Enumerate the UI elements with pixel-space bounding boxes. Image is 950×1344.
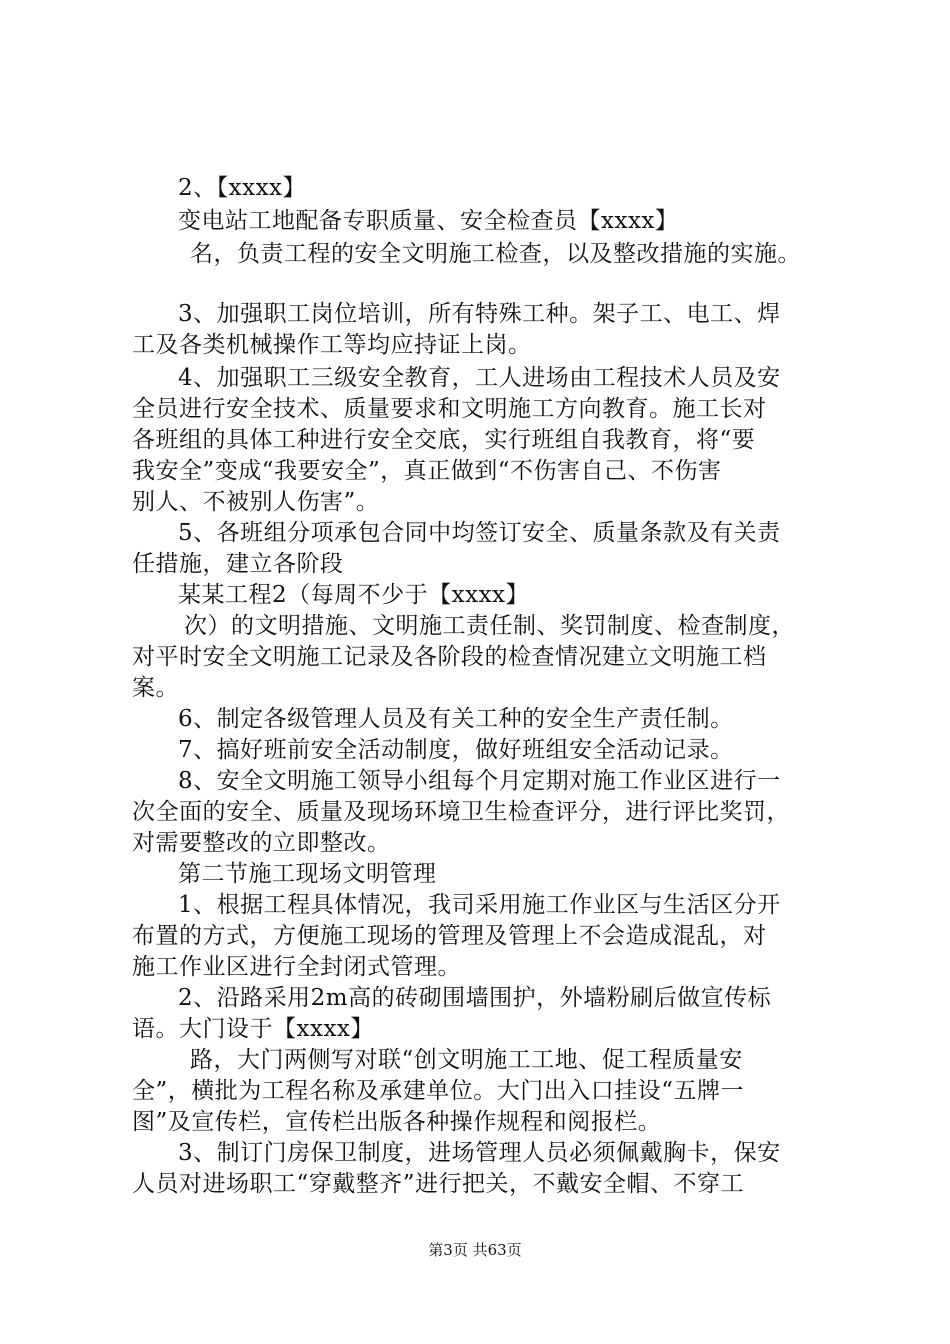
text-line: 次）的文明措施、文明施工责任制、奖罚制度、检查制度，: [184, 613, 795, 639]
text-line: 路，大门两侧写对联“创文明施工工地、促工程质量安: [190, 1047, 743, 1073]
text-line: 案。: [132, 675, 179, 701]
text-line: 2、沿路采用2m高的砖砌围墙围护，外墙粉刷后做宣传标: [178, 985, 772, 1011]
text-line: 全”，横批为工程名称及承建单位。大门出入口挂设“五牌一: [132, 1078, 745, 1104]
section-heading: 第二节施工现场文明管理: [178, 861, 437, 887]
text-line: 3、加强职工岗位培训，所有特殊工种。架子工、电工、焊: [178, 301, 781, 327]
text-line: 施工作业区进行全封闭式管理。: [132, 954, 461, 980]
text-line: 5、各班组分项承包合同中均签订安全、质量条款及有关责: [178, 520, 781, 546]
text-line: 6、制定各级管理人员及有关工种的安全生产责任制。: [178, 706, 734, 732]
text-line: 全员进行安全技术、质量要求和文明施工方向教育。施工长对: [132, 396, 767, 422]
text-line: 1、根据工程具体情况，我司采用施工作业区与生活区分开: [178, 892, 781, 918]
text-line: 布置的方式，方便施工现场的管理及管理上不会造成混乱，对: [132, 923, 767, 949]
text-line: 名，负责工程的安全文明施工检查，以及整改措施的实施。: [190, 241, 801, 267]
text-line: 任措施，建立各阶段: [132, 551, 344, 577]
text-line: 人员对进场职工“穿戴整齐”进行把关，不戴安全帽、不穿工: [132, 1171, 745, 1197]
text-line: 我安全”变成“我要安全”，真正做到“不伤害自己、不伤害: [132, 458, 722, 484]
text-line: 3、制订门房保卫制度，进场管理人员必须佩戴胸卡，保安: [178, 1140, 781, 1166]
text-line: 4、加强职工三级安全教育，工人进场由工程技术人员及安: [178, 365, 781, 391]
page-footer: 第3页 共63页: [428, 1241, 522, 1259]
text-line: 对需要整改的立即整改。: [132, 830, 391, 856]
text-line: 语。大门设于【xxxx】: [132, 1016, 374, 1042]
text-line: 8、安全文明施工领导小组每个月定期对施工作业区进行一: [178, 768, 781, 794]
text-line: 7、搞好班前安全活动制度，做好班组安全活动记录。: [178, 737, 734, 763]
text-line: 某某工程2（每周不少于【xxxx】: [178, 582, 530, 608]
text-line: 各班组的具体工种进行安全交底，实行班组自我教育，将“要: [132, 427, 756, 453]
text-line: 对平时安全文明施工记录及各阶段的检查情况建立文明施工档: [132, 644, 767, 670]
text-line: 工及各类机械操作工等均应持证上岗。: [132, 332, 532, 358]
text-line: 别人、不被别人伤害”。: [132, 489, 380, 515]
text-line: 次全面的安全、质量及现场环境卫生检查评分，进行评比奖罚，: [132, 799, 790, 825]
text-line: 2、【xxxx】: [178, 175, 307, 201]
text-line: 图”及宣传栏，宣传栏出版各种操作规程和阅报栏。: [132, 1109, 662, 1135]
text-line: 变电站工地配备专职质量、安全检查员【xxxx】: [178, 208, 679, 234]
